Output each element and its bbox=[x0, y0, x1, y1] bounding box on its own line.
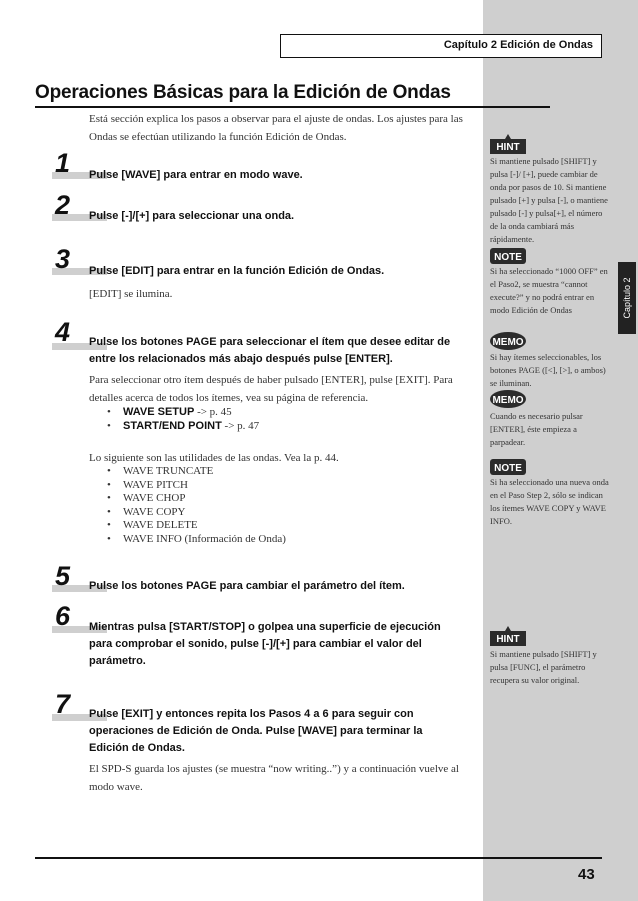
footer-divider bbox=[35, 857, 602, 859]
step-4-text: Pulse los botones PAGE para seleccionar el ítem que desee editar de entre los relacionados más abajo después pulse [ENTER]. bbox=[89, 336, 451, 365]
utilities-list bbox=[89, 465, 459, 546]
chapter-title: Capítulo 2 Edición de Ondas bbox=[443, 39, 593, 51]
chapter-side-tab bbox=[618, 262, 636, 334]
step-1-text: Pulse [WAVE] para entrar en modo wave. bbox=[89, 169, 303, 181]
side-note-note-2: Si ha seleccionado una nueva onda en el Paso Step 2, sólo se indican los ítemes WAVE COPY y WAVE INFO. bbox=[490, 477, 609, 526]
note-icon bbox=[490, 455, 526, 475]
memo-badge-label: MEMO bbox=[492, 395, 524, 406]
title-divider bbox=[35, 106, 550, 108]
side-note-memo-1: Si hay ítemes seleccionables, los botones PAGE ([<], [>], o ambos) se iluminan. bbox=[490, 352, 606, 388]
memo-icon bbox=[490, 388, 526, 408]
list-item: • WAVE INFO (Información de Onda) bbox=[89, 533, 459, 547]
page-title: Operaciones Básicas para la Edición de Ondas bbox=[35, 82, 451, 103]
list-item: • WAVE COPY bbox=[89, 506, 459, 520]
step-6-text: Mientras pulsa [START/STOP] o golpea una superficie de ejecución para comprobar el sonido, pulse [-]/[+] para cambiar el valor del parámetro. bbox=[89, 621, 441, 667]
hint-icon bbox=[490, 626, 526, 646]
memo-badge-label: MEMO bbox=[492, 337, 524, 348]
list-item: • START/END POINT -> p. 47 bbox=[89, 420, 459, 434]
step-7-text: Pulse [EXIT] y entonces repita los Pasos 4 a 6 para seguir con operaciones de Edición de Onda. Pulse [WAVE] para terminar la Edición de Ondas. bbox=[89, 708, 423, 754]
list-item: • WAVE DELETE bbox=[89, 519, 459, 533]
step-3-sub: [EDIT] se ilumina. bbox=[89, 288, 173, 300]
hint-icon bbox=[490, 134, 526, 154]
step-3-number: 3 bbox=[55, 244, 71, 274]
step-2-text: Pulse [-]/[+] para seleccionar una onda. bbox=[89, 210, 295, 222]
page-number: 43 bbox=[578, 866, 595, 883]
hint-badge-label: HINT bbox=[496, 142, 520, 153]
step-5-number: 5 bbox=[55, 561, 71, 591]
utilities-intro: Lo siguiente son las utilidades de las ondas. Vea la p. 44. bbox=[89, 452, 339, 464]
note-badge-label: NOTE bbox=[494, 252, 522, 263]
side-note-memo-2: Cuando es necesario pulsar [ENTER], éste empieza a parpadear. bbox=[490, 411, 583, 447]
step-5-text: Pulse los botones PAGE para cambiar el parámetro del ítem. bbox=[89, 580, 405, 592]
step-6-number: 6 bbox=[55, 601, 71, 631]
step-2-number: 2 bbox=[55, 190, 71, 220]
hint-badge-label: HINT bbox=[496, 634, 520, 645]
step-3-text: Pulse [EDIT] para entrar en la función Edición de Ondas. bbox=[89, 265, 385, 277]
chapter-header bbox=[280, 34, 602, 58]
side-note-hint-2: Si mantiene pulsado [SHIFT] y pulsa [FUNC], el parámetro recupera su valor original. bbox=[490, 649, 597, 685]
note-icon bbox=[490, 244, 526, 264]
reference-list bbox=[89, 406, 459, 433]
side-note-hint-1: Si mantiene pulsado [SHIFT] y pulsa [-]/ [+], puede cambiar de onda por pasos de 10. Si mantiene pulsado [+] y pulsa [-], o mantiene pulsado [-] y pulsa[+], el número de la onda cambiará más rápidamente. bbox=[490, 156, 608, 244]
side-tab-label: Capítulo 2 bbox=[622, 277, 632, 319]
side-note-note-1: Si ha seleccionado “1000 OFF” en el Paso2, se muestra “cannot execute?” y no podrá entrar en modo Edición de Ondas bbox=[490, 266, 608, 315]
note-badge-label: NOTE bbox=[494, 463, 522, 474]
step-4-sub: Para seleccionar otro ítem después de haber pulsado [ENTER], pulse [EXIT]. Para detalles acerca de todos los ítemes, vea su página de referencia. bbox=[89, 374, 453, 404]
step-7-sub: El SPD-S guarda los ajustes (se muestra “now writing..”) y a continuación vuelve al modo wave. bbox=[89, 763, 459, 793]
step-4-number: 4 bbox=[55, 317, 71, 347]
list-item: • WAVE TRUNCATE bbox=[89, 465, 459, 479]
memo-icon bbox=[490, 330, 526, 350]
list-item: • WAVE CHOP bbox=[89, 492, 459, 506]
list-item: • WAVE PITCH bbox=[89, 479, 459, 493]
list-item: • WAVE SETUP -> p. 45 bbox=[89, 406, 459, 420]
step-7-number: 7 bbox=[55, 689, 71, 719]
step-1-number: 1 bbox=[55, 148, 71, 178]
intro-text: Está sección explica los pasos a observar para el ajuste de ondas. Los ajustes para las Ondas se efectúan utilizando la función Edición de Ondas. bbox=[89, 113, 463, 143]
